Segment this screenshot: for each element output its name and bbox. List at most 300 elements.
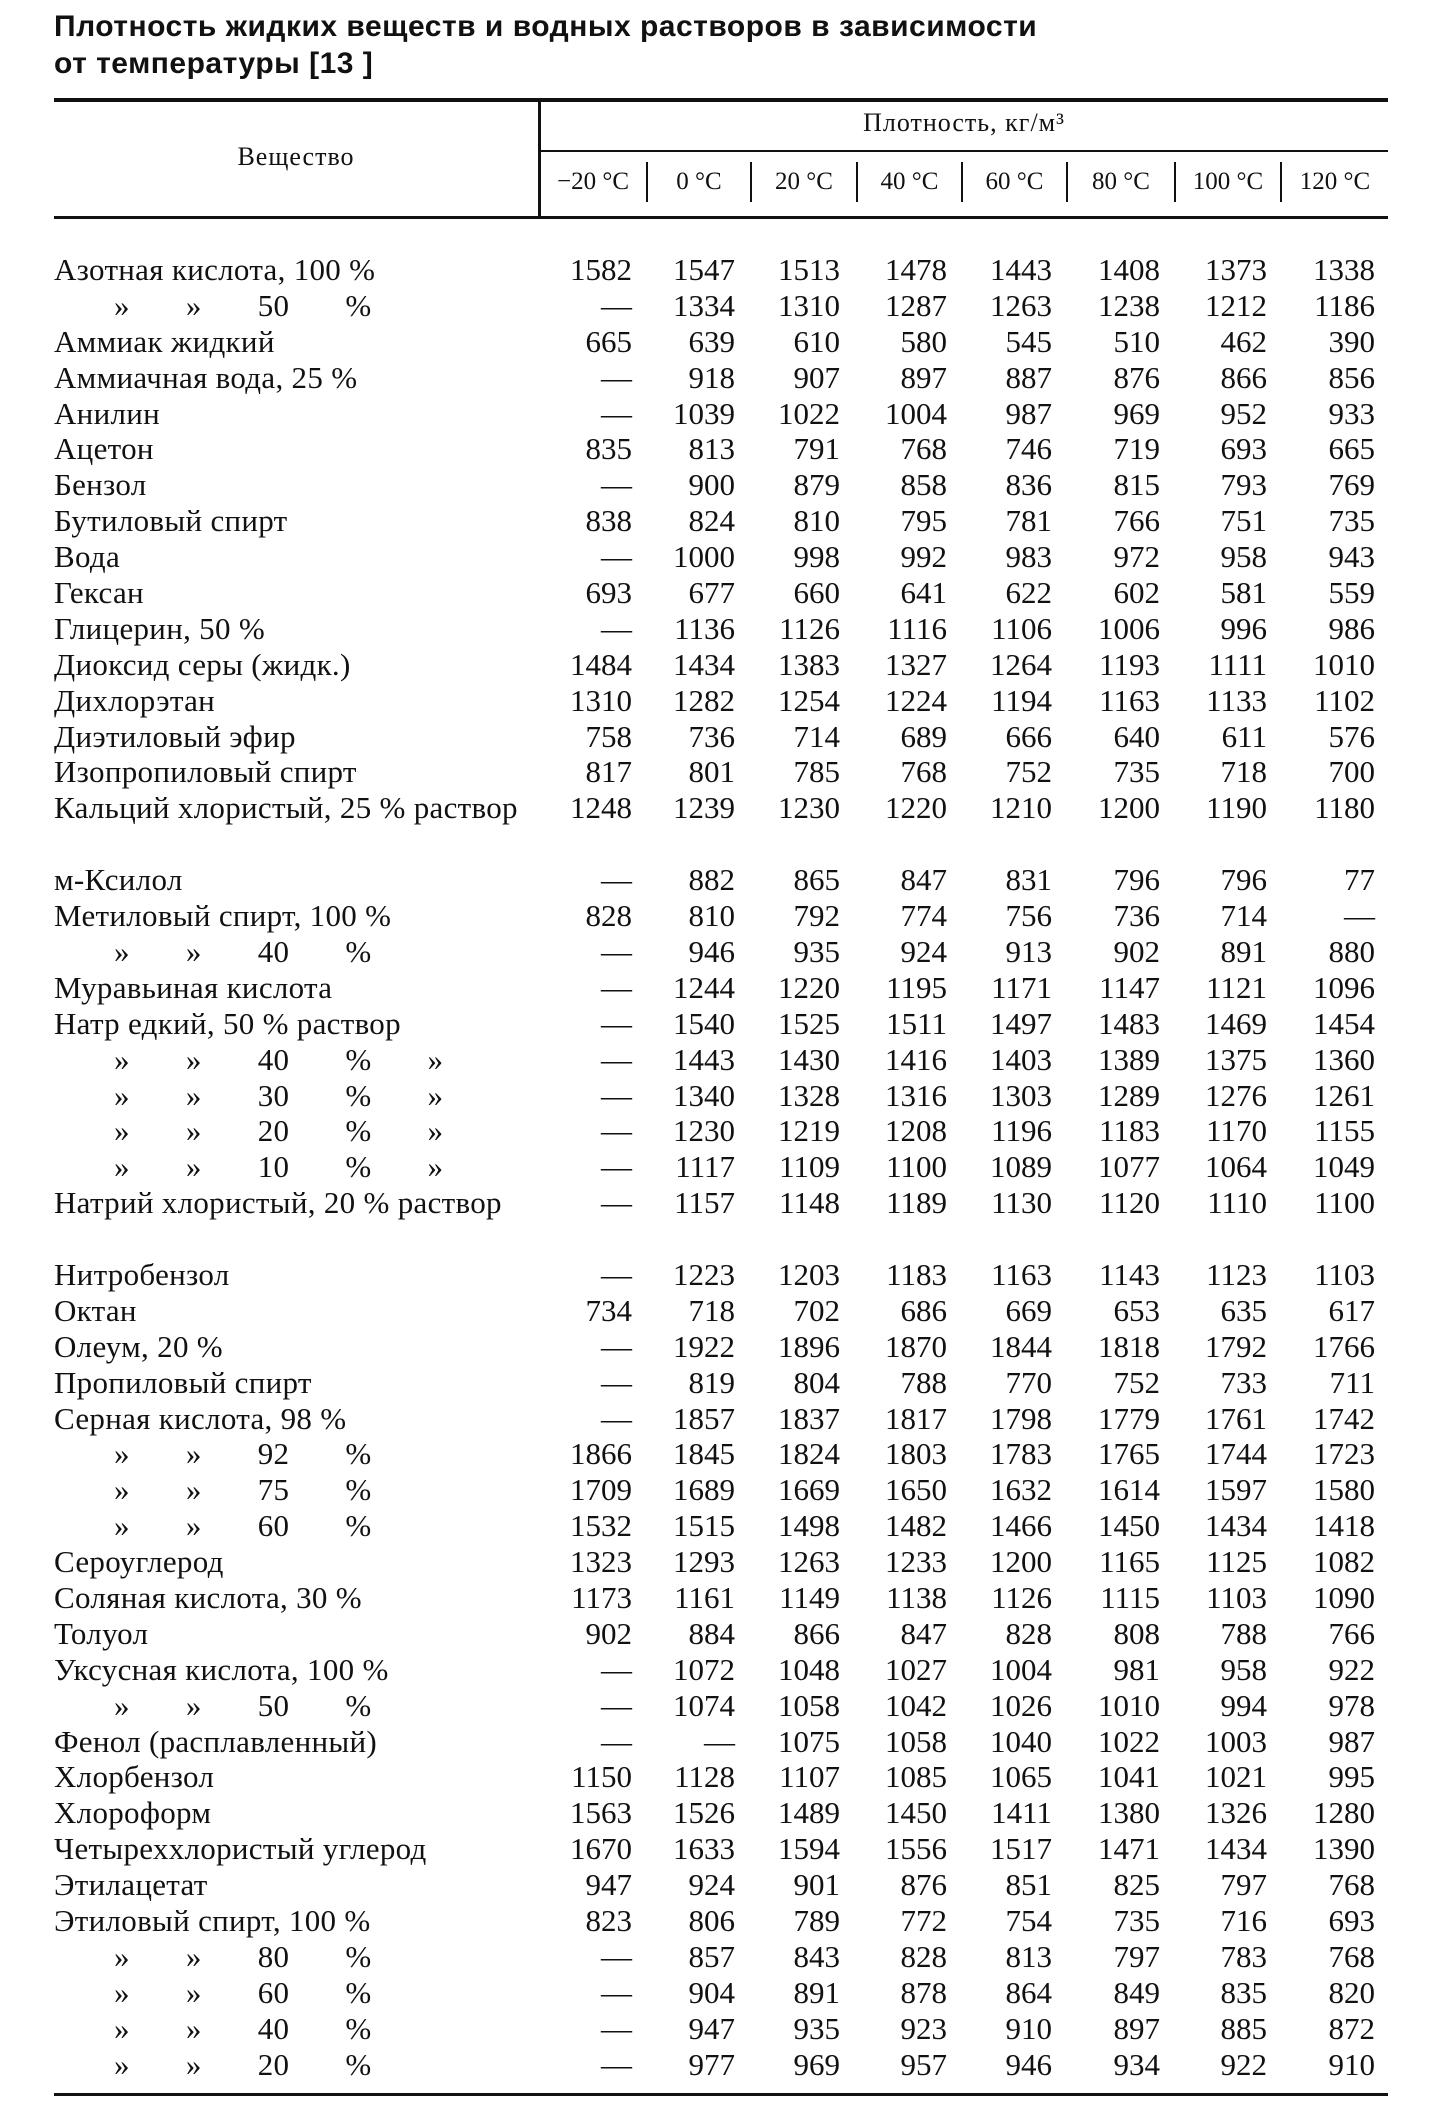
density-cell: 758 — [585, 718, 632, 754]
density-cell: 1482 — [885, 1508, 947, 1544]
density-cell: 1723 — [1313, 1436, 1375, 1472]
density-cell: 1340 — [673, 1077, 735, 1113]
density-cell: 1532 — [570, 1508, 632, 1544]
density-cell: 1280 — [1313, 1795, 1375, 1831]
table-title — [54, 8, 1394, 82]
density-cell: 994 — [1220, 1687, 1267, 1723]
density-cell: 1580 — [1313, 1472, 1375, 1508]
density-cell: 864 — [1005, 1974, 1052, 2010]
column-divider — [1066, 162, 1068, 202]
table-row — [0, 1006, 1429, 1042]
density-cell: 801 — [688, 754, 735, 790]
density-cell: 752 — [1113, 1364, 1160, 1400]
density-cell: 1089 — [990, 1149, 1052, 1185]
density-cell: 1390 — [1313, 1831, 1375, 1867]
table-row — [0, 575, 1429, 611]
density-cell: 900 — [688, 467, 735, 503]
density-cell: — — [601, 1041, 632, 1077]
density-cell: 766 — [1328, 1615, 1375, 1651]
density-cell: 735 — [1113, 754, 1160, 790]
substance-name: Бутиловый спирт — [54, 503, 288, 539]
density-cell: 897 — [1113, 2010, 1160, 2046]
table-row — [0, 719, 1429, 755]
density-cell: 669 — [1005, 1292, 1052, 1328]
density-cell: 947 — [585, 1867, 632, 1903]
density-cell: 1203 — [778, 1256, 840, 1292]
density-cell: 1489 — [778, 1795, 840, 1831]
density-cell: 665 — [1328, 431, 1375, 467]
density-cell: 576 — [1328, 718, 1375, 754]
density-cell: 1261 — [1313, 1077, 1375, 1113]
density-cell: 774 — [900, 898, 947, 934]
density-cell: — — [601, 1005, 632, 1041]
density-cell: 768 — [900, 431, 947, 467]
density-cell: 1779 — [1098, 1400, 1160, 1436]
density-cell: 1338 — [1313, 252, 1375, 287]
density-cell: — — [601, 539, 632, 575]
density-cell: 891 — [793, 1974, 840, 2010]
substance-name: Хлорбензол — [54, 1759, 215, 1795]
table-row — [0, 252, 1429, 288]
density-cell: 77 — [1344, 862, 1375, 898]
density-cell: 935 — [793, 933, 840, 969]
density-cell: 1165 — [1099, 1544, 1160, 1580]
density-cell: 1498 — [778, 1508, 840, 1544]
density-cell: 768 — [900, 754, 947, 790]
density-cell: 1173 — [571, 1579, 632, 1615]
density-cell: 1126 — [991, 1579, 1052, 1615]
density-cell: 876 — [1113, 359, 1160, 395]
density-cell: 1077 — [1098, 1149, 1160, 1185]
substance-name: Соляная кислота, 30 % — [54, 1579, 362, 1615]
density-cell: 1085 — [885, 1759, 947, 1795]
density-cell: 1010 — [1098, 1687, 1160, 1723]
density-cell: 1022 — [1098, 1723, 1160, 1759]
density-cell: — — [601, 1149, 632, 1185]
density-cell: 1818 — [1098, 1328, 1160, 1364]
density-cell: 1844 — [990, 1328, 1052, 1364]
density-cell: 880 — [1328, 933, 1375, 969]
substance-name: » » 30 % » — [114, 1077, 444, 1113]
density-cell: 1210 — [990, 790, 1052, 826]
density-cell: 734 — [585, 1292, 632, 1328]
density-cell: 1430 — [778, 1041, 840, 1077]
table-row — [0, 790, 1429, 862]
density-cell: 1469 — [1205, 1005, 1267, 1041]
density-cell: 1180 — [1314, 790, 1375, 826]
density-cell: 754 — [1005, 1903, 1052, 1938]
density-cell: 1614 — [1098, 1472, 1160, 1508]
density-cell: 1866 — [570, 1436, 632, 1472]
density-cell: 1161 — [674, 1579, 735, 1615]
density-cell: 824 — [688, 503, 735, 539]
density-cell: 1115 — [1100, 1579, 1160, 1615]
density-cell: 1058 — [778, 1687, 840, 1723]
density-cell: 1254 — [778, 682, 840, 718]
substance-name: Серная кислота, 98 % — [54, 1400, 347, 1436]
table-row — [0, 1113, 1429, 1149]
density-cell: 851 — [1005, 1867, 1052, 1903]
density-cell: 879 — [793, 467, 840, 503]
density-cell: 736 — [688, 718, 735, 754]
table-row — [0, 1831, 1429, 1867]
density-cell: 1293 — [673, 1544, 735, 1580]
density-cell: 791 — [793, 431, 840, 467]
density-cell: 1264 — [990, 646, 1052, 682]
density-cell: 1224 — [885, 682, 947, 718]
density-cell: 1190 — [1206, 790, 1267, 826]
density-cell: — — [601, 1256, 632, 1292]
density-cell: — — [601, 1185, 632, 1221]
density-cell: 998 — [793, 539, 840, 575]
density-cell: 693 — [1220, 431, 1267, 467]
density-cell: 1526 — [673, 1795, 735, 1831]
density-cell: 1075 — [778, 1723, 840, 1759]
density-cell: 983 — [1005, 539, 1052, 575]
density-cell: 1117 — [675, 1149, 735, 1185]
density-cell: 1375 — [1205, 1041, 1267, 1077]
density-cell: 1744 — [1205, 1436, 1267, 1472]
header-mid-rule — [540, 150, 1388, 152]
density-cell: 856 — [1328, 359, 1375, 395]
table-row — [0, 862, 1429, 898]
density-cell: 666 — [1005, 718, 1052, 754]
density-cell: 796 — [1113, 862, 1160, 898]
substance-name: Диоксид серы (жидк.) — [54, 646, 351, 682]
density-cell: 1219 — [778, 1113, 840, 1149]
table-row — [0, 1257, 1429, 1293]
density-cell: 714 — [1220, 898, 1267, 934]
density-cell: 795 — [900, 503, 947, 539]
density-cell: 733 — [1220, 1364, 1267, 1400]
density-cell: 1208 — [885, 1113, 947, 1149]
density-cell: 866 — [1220, 359, 1267, 395]
density-cell: 849 — [1113, 1974, 1160, 2010]
density-cell: 1193 — [1099, 646, 1160, 682]
density-cell: 789 — [793, 1903, 840, 1938]
substance-name: » » 20 % » — [114, 1113, 444, 1149]
density-cell: 1471 — [1098, 1831, 1160, 1867]
density-cell: 1497 — [990, 1005, 1052, 1041]
density-cell: 1138 — [886, 1579, 947, 1615]
table-row — [0, 1724, 1429, 1760]
density-cell: 1276 — [1205, 1077, 1267, 1113]
density-cell: 1547 — [673, 252, 735, 287]
density-cell: 1765 — [1098, 1436, 1160, 1472]
density-cell: — — [601, 1651, 632, 1687]
density-cell: 1263 — [990, 287, 1052, 323]
table-row — [0, 1867, 1429, 1903]
density-cell: 1316 — [885, 1077, 947, 1113]
density-cell: 1110 — [1207, 1185, 1267, 1221]
density-cell: 1042 — [885, 1687, 947, 1723]
density-cell: 987 — [1005, 395, 1052, 431]
density-cell: 1230 — [778, 790, 840, 826]
density-cell: 1709 — [570, 1472, 632, 1508]
density-cell: 986 — [1328, 610, 1375, 646]
density-cell: 924 — [688, 1867, 735, 1903]
density-cell: 1454 — [1313, 1005, 1375, 1041]
density-cell: 1149 — [779, 1579, 840, 1615]
density-cell: 1121 — [1206, 969, 1267, 1005]
density-cell: 1096 — [1313, 969, 1375, 1005]
density-cell: 831 — [1005, 862, 1052, 898]
density-cell: 1064 — [1205, 1149, 1267, 1185]
density-cell: 1922 — [673, 1328, 735, 1364]
density-cell: 935 — [793, 2010, 840, 2046]
density-cell: 736 — [1113, 898, 1160, 934]
table-row — [0, 431, 1429, 467]
density-cell: — — [601, 2010, 632, 2046]
density-cell: 1248 — [570, 790, 632, 826]
substance-name: » » 10 % » — [114, 1149, 444, 1185]
substance-name: Метиловый спирт, 100 % — [54, 898, 392, 934]
density-cell: 1082 — [1313, 1544, 1375, 1580]
density-cell: 1310 — [778, 287, 840, 323]
density-cell: 793 — [1220, 467, 1267, 503]
density-cell: 865 — [793, 862, 840, 898]
density-cell: 1107 — [779, 1759, 840, 1795]
substance-name: » » 20 % — [114, 2046, 372, 2082]
density-cell: 781 — [1005, 503, 1052, 539]
column-divider — [646, 162, 648, 202]
density-cell: 1803 — [885, 1436, 947, 1472]
substance-name: Ацетон — [54, 431, 154, 467]
density-cell: 847 — [900, 862, 947, 898]
table-row — [0, 288, 1429, 324]
density-cell: 987 — [1328, 1723, 1375, 1759]
top-rule — [54, 98, 1388, 102]
table-row — [0, 611, 1429, 647]
density-cell: 828 — [900, 1938, 947, 1974]
temperature-header: 100 °C — [1192, 168, 1264, 195]
density-cell: 1183 — [886, 1256, 947, 1292]
table-row — [0, 396, 1429, 432]
density-cell: 1196 — [991, 1113, 1052, 1149]
density-cell: — — [1344, 898, 1375, 934]
density-cell: 1360 — [1313, 1041, 1375, 1077]
density-cell: 981 — [1113, 1651, 1160, 1687]
density-cell: 1183 — [1099, 1113, 1160, 1149]
table-row — [0, 1759, 1429, 1795]
density-cell: 1766 — [1313, 1328, 1375, 1364]
density-cell: 1133 — [1206, 682, 1267, 718]
density-cell: 922 — [1220, 2046, 1267, 2082]
substance-name: Анилин — [54, 395, 161, 431]
density-cell: — — [601, 359, 632, 395]
density-cell: 1466 — [990, 1508, 1052, 1544]
density-cell: 1282 — [673, 682, 735, 718]
table-row — [0, 934, 1429, 970]
column-divider — [1280, 162, 1282, 202]
density-cell: 1450 — [1098, 1508, 1160, 1544]
density-cell: — — [704, 1723, 735, 1759]
density-cell: 693 — [585, 575, 632, 611]
table-row — [0, 503, 1429, 539]
density-cell: — — [601, 1687, 632, 1723]
density-cell: 1102 — [1314, 682, 1375, 718]
density-cell: — — [601, 395, 632, 431]
substance-name: Фенол (расплавленный) — [54, 1723, 377, 1759]
density-cell: 718 — [1220, 754, 1267, 790]
substance-name: Аммиачная вода, 25 % — [54, 359, 358, 395]
density-cell: 580 — [900, 323, 947, 359]
table-row — [0, 467, 1429, 503]
density-cell: 639 — [688, 323, 735, 359]
density-cell: 902 — [1113, 933, 1160, 969]
density-cell: 1511 — [886, 1005, 947, 1041]
density-cell: 1650 — [885, 1472, 947, 1508]
density-cell: 947 — [688, 2010, 735, 2046]
density-cell: 796 — [1220, 862, 1267, 898]
density-cell: 857 — [688, 1938, 735, 1974]
substance-name: » » 40 % — [114, 2010, 372, 2046]
density-cell: — — [601, 1328, 632, 1364]
density-cell: 735 — [1328, 503, 1375, 539]
substance-name: Октан — [54, 1292, 137, 1328]
density-cell: — — [601, 610, 632, 646]
density-cell: 1123 — [1206, 1256, 1267, 1292]
density-cell: 1150 — [571, 1759, 632, 1795]
density-cell: 1058 — [885, 1723, 947, 1759]
density-cell: 958 — [1220, 1651, 1267, 1687]
substance-name: Изопропиловый спирт — [54, 754, 357, 790]
column-divider — [750, 162, 752, 202]
table-row — [0, 1508, 1429, 1544]
density-cell: 806 — [688, 1903, 735, 1938]
density-cell: 1039 — [673, 395, 735, 431]
density-cell: 714 — [793, 718, 840, 754]
substance-name: Вода — [54, 539, 121, 575]
density-cell: 992 — [900, 539, 947, 575]
density-cell: 711 — [1329, 1364, 1375, 1400]
density-cell: 1212 — [1205, 287, 1267, 323]
density-cell: 510 — [1113, 323, 1160, 359]
density-cell: 823 — [585, 1903, 632, 1938]
density-cell: 677 — [688, 575, 735, 611]
density-cell: — — [601, 287, 632, 323]
density-group-header: Плотность, кг/м³ — [863, 108, 1065, 137]
temperature-header: 120 °C — [1299, 168, 1371, 195]
table-row — [0, 1293, 1429, 1329]
density-cell: 1310 — [570, 682, 632, 718]
substance-name: » » 80 % — [114, 1938, 372, 1974]
density-cell: 820 — [1328, 1974, 1375, 2010]
density-cell: 1163 — [1099, 682, 1160, 718]
density-cell: 719 — [1113, 431, 1160, 467]
density-cell: 617 — [1328, 1292, 1375, 1328]
density-cell: 1072 — [673, 1651, 735, 1687]
density-cell: 828 — [585, 898, 632, 934]
density-cell: 1026 — [990, 1687, 1052, 1723]
density-cell: 1111 — [1208, 646, 1267, 682]
density-cell: 804 — [793, 1364, 840, 1400]
density-cell: 1048 — [778, 1651, 840, 1687]
density-cell: 1403 — [990, 1041, 1052, 1077]
density-cell: 1157 — [674, 1185, 735, 1221]
density-cell: 665 — [585, 323, 632, 359]
density-cell: 934 — [1113, 2046, 1160, 2082]
substance-name: » » 75 % — [114, 1472, 372, 1508]
density-cell: 1383 — [778, 646, 840, 682]
density-cell: 751 — [1220, 503, 1267, 539]
density-cell: 1540 — [673, 1005, 735, 1041]
substance-name: Этилацетат — [54, 1867, 208, 1903]
density-cell: 1418 — [1313, 1508, 1375, 1544]
density-cell: 788 — [1220, 1615, 1267, 1651]
density-cell: 1742 — [1313, 1400, 1375, 1436]
density-cell: 1303 — [990, 1077, 1052, 1113]
table-row — [0, 360, 1429, 396]
substance-name: Уксусная кислота, 100 % — [54, 1651, 389, 1687]
substance-name: » » 50 % — [114, 1687, 372, 1723]
density-cell: 1323 — [570, 1544, 632, 1580]
density-cell: 1239 — [673, 790, 735, 826]
density-cell: 716 — [1220, 1903, 1267, 1938]
table-row — [0, 1401, 1429, 1437]
density-cell: 689 — [900, 718, 947, 754]
density-cell: 693 — [1328, 1903, 1375, 1938]
density-cell: 1416 — [885, 1041, 947, 1077]
density-cell: 996 — [1220, 610, 1267, 646]
density-cell: — — [601, 1723, 632, 1759]
table-row — [0, 1975, 1429, 2011]
density-cell: 1857 — [673, 1400, 735, 1436]
density-cell: 1004 — [885, 395, 947, 431]
density-cell: 872 — [1328, 2010, 1375, 2046]
density-cell: 1513 — [778, 252, 840, 287]
density-cell: — — [601, 933, 632, 969]
density-cell: 1845 — [673, 1436, 735, 1472]
density-cell: 1006 — [1098, 610, 1160, 646]
table-row — [0, 1078, 1429, 1114]
substance-name: Нитробензол — [54, 1256, 230, 1292]
density-cell: 1004 — [990, 1651, 1052, 1687]
density-cell: 1525 — [778, 1005, 840, 1041]
density-cell: 1434 — [1205, 1508, 1267, 1544]
density-cell: 1478 — [885, 252, 947, 287]
density-cell: 885 — [1220, 2010, 1267, 2046]
density-cell: 1632 — [990, 1472, 1052, 1508]
density-cell: 610 — [793, 323, 840, 359]
density-cell: 902 — [585, 1615, 632, 1651]
temperature-header: 0 °C — [676, 168, 722, 195]
density-cell: 843 — [793, 1938, 840, 1974]
density-cell: 835 — [1220, 1974, 1267, 2010]
bottom-rule — [54, 2093, 1388, 2096]
density-cell: 978 — [1328, 1687, 1375, 1723]
table-row — [0, 898, 1429, 934]
density-cell: 1125 — [1206, 1544, 1267, 1580]
density-cell: 1244 — [673, 969, 735, 1005]
table-row — [0, 1652, 1429, 1688]
density-cell: 1483 — [1098, 1005, 1160, 1041]
density-cell: 746 — [1005, 431, 1052, 467]
density-cell: 1147 — [1099, 969, 1160, 1005]
density-cell: 559 — [1328, 575, 1375, 611]
substance-column-header: Вещество — [237, 142, 355, 171]
density-cell: 1003 — [1205, 1723, 1267, 1759]
density-cell: 1200 — [990, 1544, 1052, 1580]
density-cell: 1171 — [991, 969, 1052, 1005]
density-cell: 972 — [1113, 539, 1160, 575]
substance-name: » » 40 % — [114, 933, 372, 969]
density-cell: 756 — [1005, 898, 1052, 934]
substance-name: Кальций хлористый, 25 % раствор — [54, 790, 518, 826]
density-cell: 1334 — [673, 287, 735, 323]
substance-name: м-Ксилол — [54, 862, 183, 898]
table-row — [0, 1795, 1429, 1831]
